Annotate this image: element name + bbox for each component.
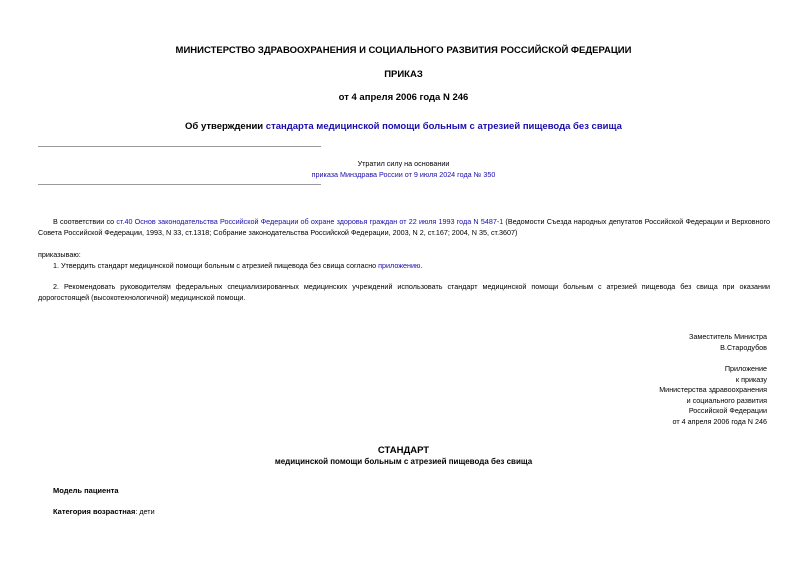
basis-prefix: В соответствии со [53, 217, 117, 226]
age-category-value: : дети [135, 507, 155, 516]
document-date-number: от 4 апреля 2006 года N 246 [338, 92, 469, 103]
document-title [0, 121, 807, 132]
appendix-line-3: Министерства здравоохранения [659, 385, 767, 395]
appendix-block [659, 364, 767, 428]
basis-suffix: (Ведомости Съезда народных депутатов Российской Федерации и Верховного Совета Российской Федерации, 1993, N 33, ст.1318; Собрание законодательства Российской Федерации, 2003, N 2, ст.167; 2004, N 35, ст.3607) [38, 217, 770, 237]
age-category-label: Категория возрастная [53, 507, 136, 516]
standard-title-link[interactable]: стандарта медицинской помощи больным с атрезией пищевода без свища [265, 121, 622, 132]
ministry-heading: МИНИСТЕРСТВО ЗДРАВООХРАНЕНИЯ И СОЦИАЛЬНОГО РАЗВИТИЯ РОССИЙСКОЙ ФЕДЕРАЦИИ [175, 45, 632, 56]
item1-suffix: . [420, 261, 423, 270]
appendix-line-2: к приказу [735, 374, 767, 384]
document-type: ПРИКАЗ [384, 69, 423, 80]
standard-title: СТАНДАРТ [377, 445, 430, 456]
item1-prefix: 1. Утвердить стандарт медицинской помощи больным с атрезией пищевода без свища согласно [53, 261, 379, 270]
order-item-2: 2. Рекомендовать руководителям федеральных специализированных медицинских учреждений использовать стандарт медицинской помощи больным с атрезией пищевода без свища при оказании дорогостоящей (высокотехнологичной) медицинской помощи. [38, 282, 770, 302]
age-category-row [53, 507, 155, 516]
title-prefix: Об утверждении [185, 121, 266, 132]
status-divider-top [38, 146, 321, 147]
appendix-line-4: и социального развития [686, 395, 767, 405]
patient-model-label: Модель пациента [53, 486, 119, 495]
status-note-link-wrapper [0, 170, 807, 179]
law-article-link[interactable]: ст.40 Основ законодательства Российской Федерации об охране здоровья граждан от 22 июля 1993 года N 5487-1 [116, 217, 504, 226]
appendix-link[interactable]: приложению [378, 261, 421, 270]
appendix-line-5: Российской Федерации [688, 406, 767, 416]
appendix-line-6: от 4 апреля 2006 года N 246 [672, 416, 767, 426]
standard-subtitle: медицинской помощи больным с атрезией пищевода без свища [274, 457, 533, 466]
status-note: Утратил силу на основании [357, 159, 450, 168]
signature-position: Заместитель Министра [689, 332, 767, 341]
order-word: приказываю: [38, 250, 81, 259]
signature-name: В.Стародубов [720, 342, 767, 352]
order-item-1 [38, 260, 770, 271]
basis-paragraph [38, 216, 770, 238]
appendix-line-1: Приложение [724, 364, 767, 373]
repeal-order-link[interactable]: приказа Минздрава России от 9 июля 2024 года № 350 [311, 170, 496, 179]
status-divider-bottom [38, 184, 321, 185]
signature-block [689, 332, 767, 353]
